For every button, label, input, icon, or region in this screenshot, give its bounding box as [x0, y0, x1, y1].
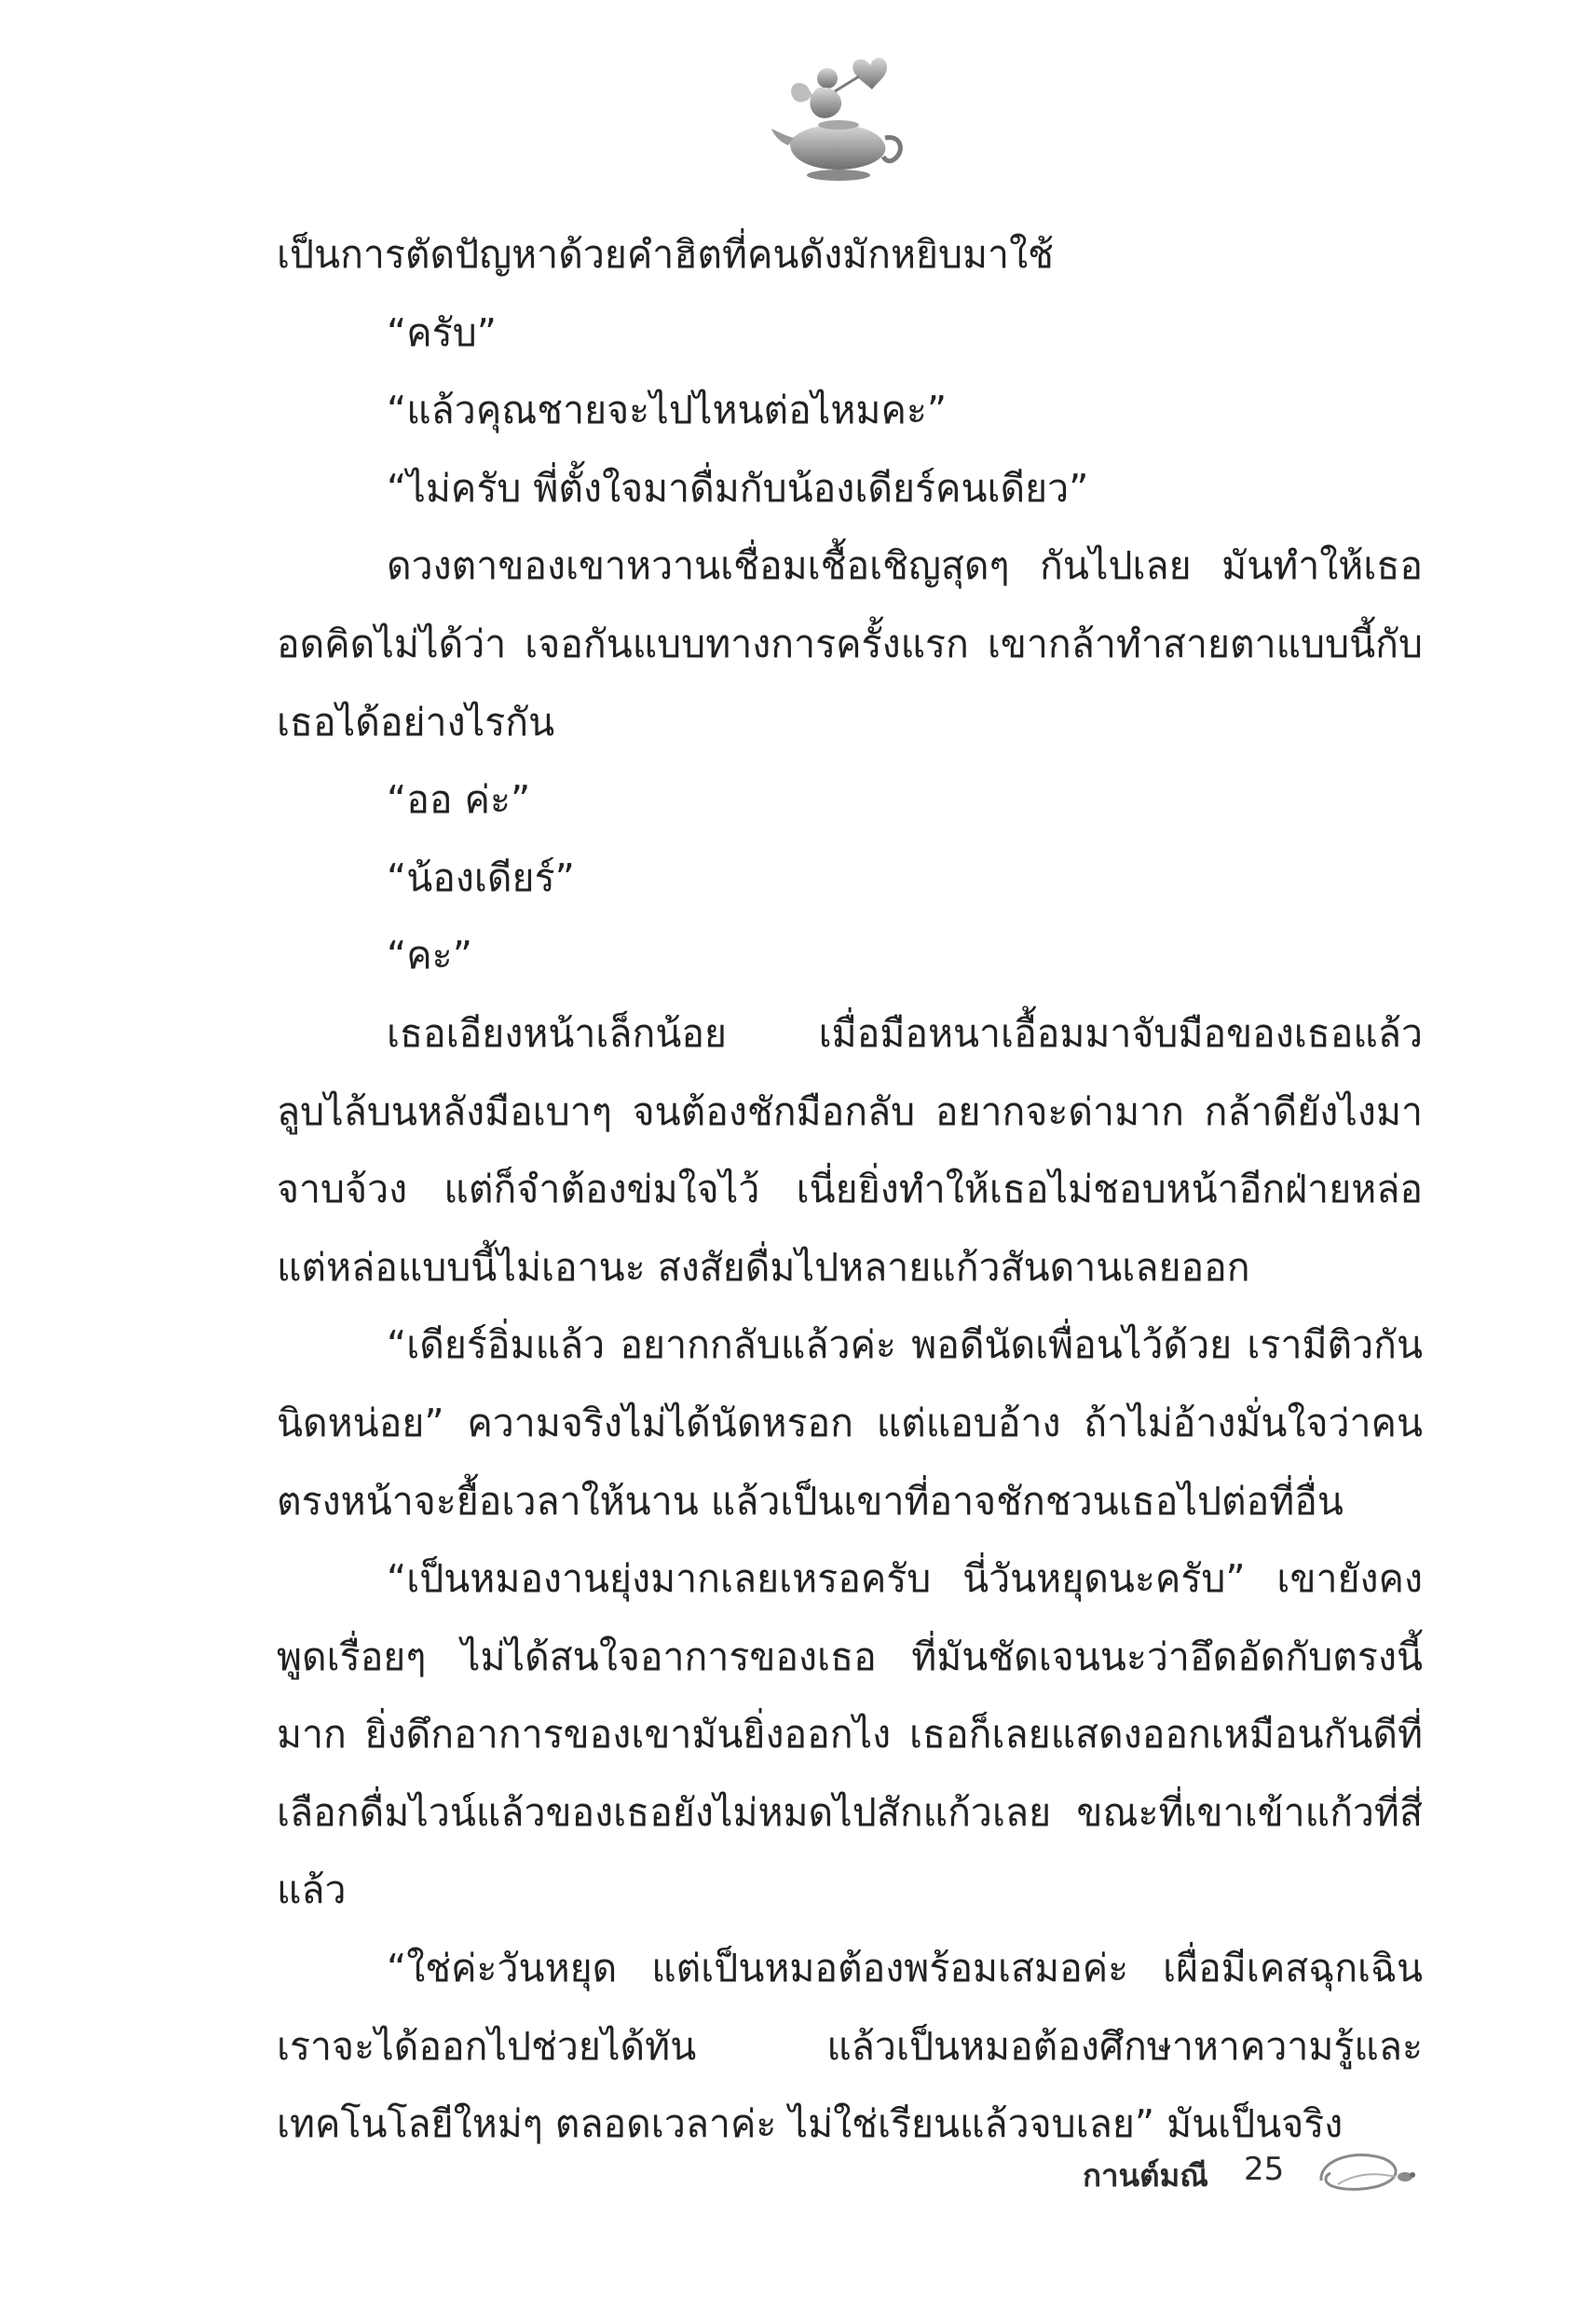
paragraph: “เดียร์อิ่มแล้ว อยากกลับแล้วค่ะ พอดีนัดเพื่อนไว้ด้วย เรามีติวกันนิดหน่อย” ความจริงไม่ได้นัดหรอก แต่แอบอ้าง ถ้าไม่อ้างมั่นใจว่าคนตรงหน้าจะยื้อเวลาให้นาน แล้วเป็นเขาที่อาจชักชวนเธอไปต่อที่อื่น — [277, 1322, 1423, 1524]
dialogue-line: “คะ” — [387, 933, 472, 978]
book-title: กานต์มณี — [1083, 2157, 1208, 2194]
paragraph: เธอเอียงหน้าเล็กน้อย เมื่อมือหนาเอื้อมมาจับมือของเธอแล้วลูบไล้บนหลังมือเบาๆ จนต้องชักมือกลับ อยากจะด่ามาก กล้าดียังไงมาจาบจ้วง แต่ก็จำต้องข่มใจไว้ เนี่ยยิ่งทำให้เธอไม่ชอบหน้าอีกฝ่ายหล่อ แต่หล่อแบบนี้ไม่เอานะ สงสัยดื่มไปหลายแก้วสันดานเลยออก — [277, 1010, 1423, 1290]
paragraph: ดวงตาของเขาหวานเชื่อมเชื้อเชิญสุดๆ กันไปเลย มันทำให้เธออดคิดไม่ได้ว่า เจอกันแบบทางการครั้งแรก เขากล้าทำสายตาแบบนี้กับเธอได้อย่างไรกัน — [277, 543, 1423, 745]
cupid-lamp-ornament-icon — [770, 48, 909, 188]
paragraph: เป็นการตัดปัญหาด้วยคำฮิตที่คนดังมักหยิบมาใช้ — [277, 232, 1054, 277]
dialogue-line: “น้องเดียร์” — [387, 855, 575, 900]
page-number: 25 — [1244, 2151, 1285, 2188]
dialogue-line: “ออ ค่ะ” — [387, 777, 531, 823]
swirl-ornament-icon — [1316, 2143, 1418, 2199]
body-text — [277, 216, 1423, 2164]
dialogue-line: “แล้วคุณชายจะไปไหนต่อไหมคะ” — [387, 388, 948, 433]
paragraph: “เป็นหมองานยุ่งมากเลยเหรอครับ นี่วันหยุดนะครับ” เขายังคงพูดเรื่อยๆ ไม่ได้สนใจอาการของเธอ ที่มันชัดเจนนะว่าอึดอัดกับตรงนี้มาก ยิ่งดึกอาการของเขามันยิ่งออกไง เธอก็เลยแสดงออกเหมือนกันดีที่เลือกดื่มไวน์แล้วของเธอยังไม่หมดไปสักแก้วเลย ขณะที่เขาเข้าแก้วที่สี่แล้ว — [277, 1556, 1423, 1913]
paragraph: “ใช่ค่ะวันหยุด แต่เป็นหมอต้องพร้อมเสมอค่ะ เผื่อมีเคสฉุกเฉินเราจะได้ออกไปช่วยได้ทัน แล้วเป็นหมอต้องศึกษาหาความรู้และเทคโนโลยีใหม่ๆ ตลอดเวลาค่ะ ไม่ใช่เรียนแล้วจบเลย” มันเป็นจริง — [277, 1946, 1423, 2147]
dialogue-line: “ครับ” — [387, 309, 497, 355]
dialogue-line: “ไม่ครับ พี่ตั้งใจมาดื่มกับน้องเดียร์คนเดียว” — [387, 465, 1089, 511]
page-footer — [1053, 2143, 1444, 2199]
